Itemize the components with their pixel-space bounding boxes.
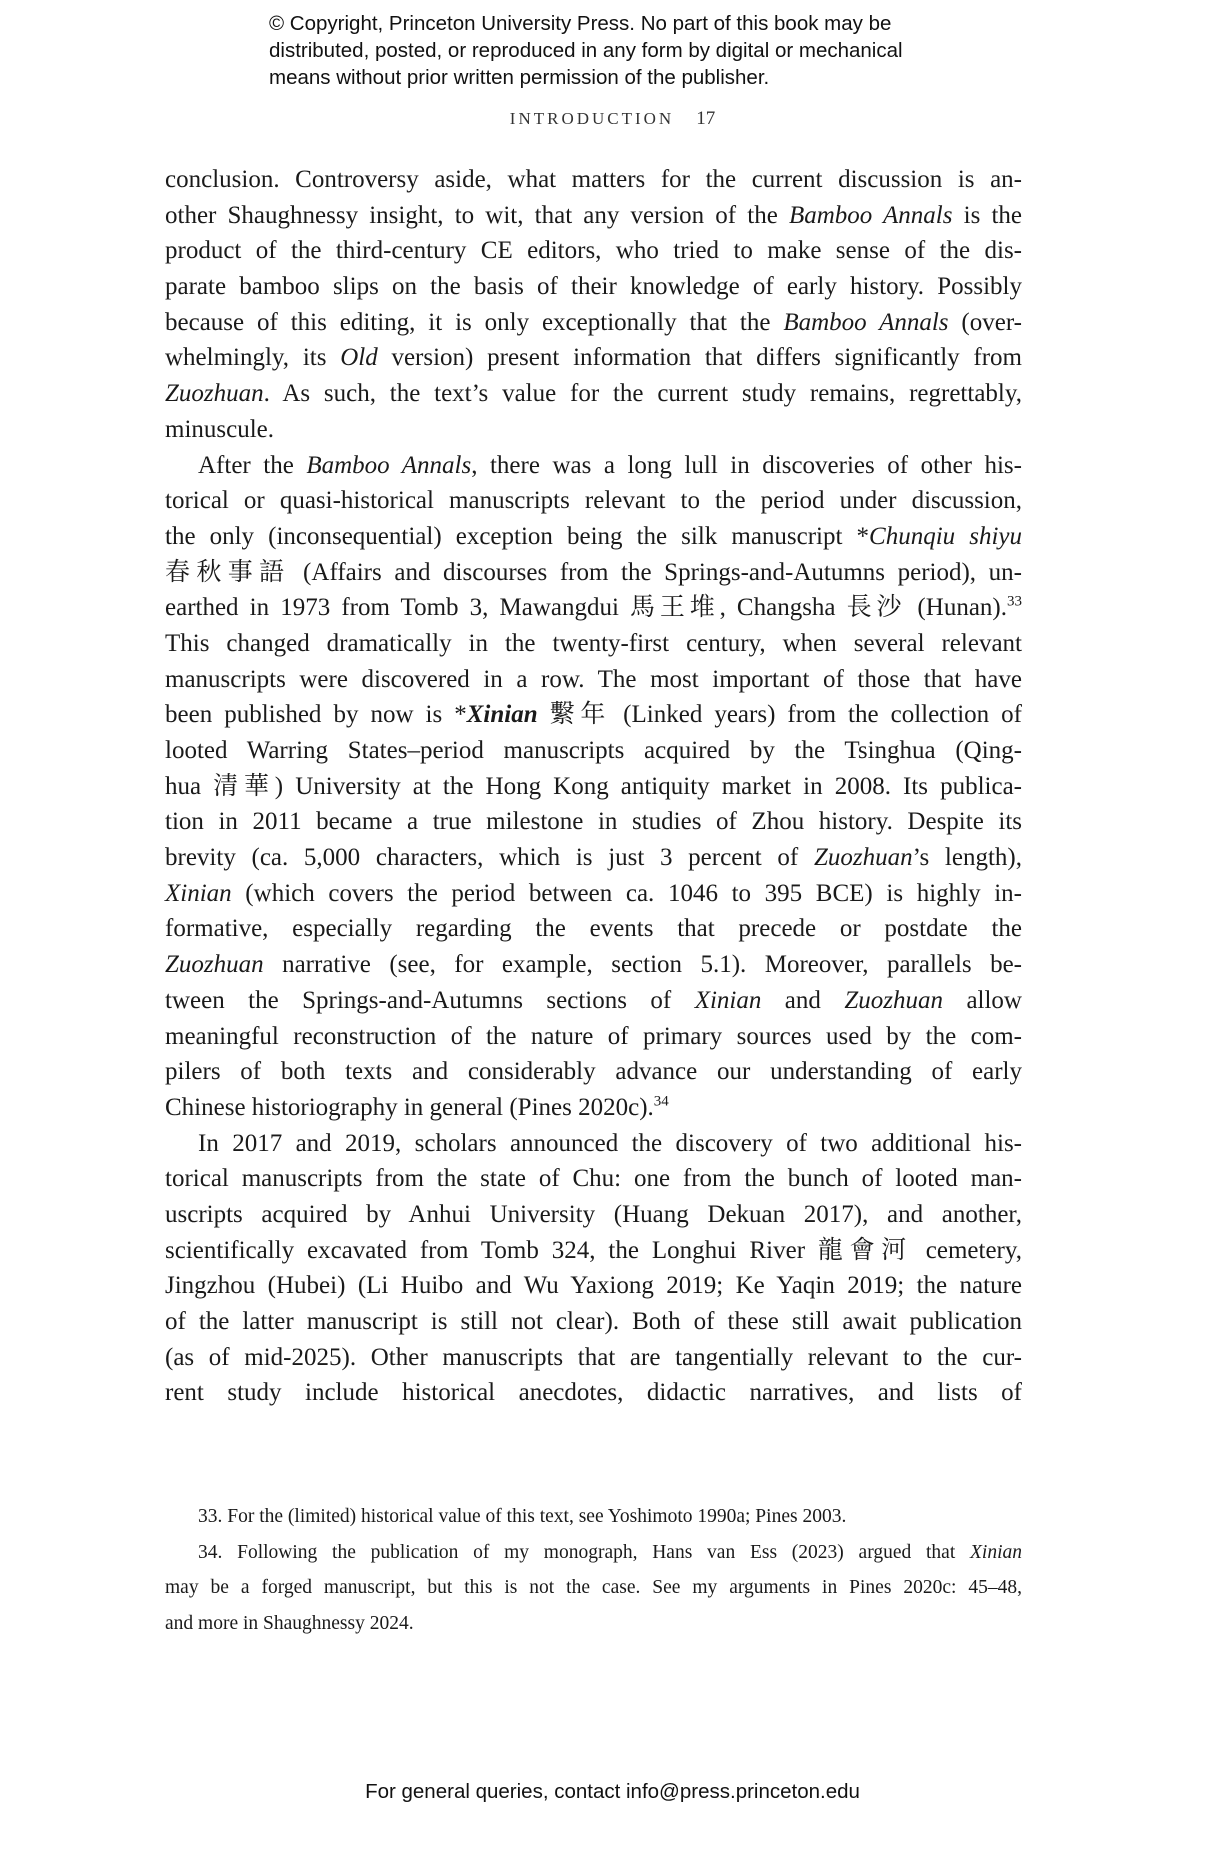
text-run: version) present information that differs significantly from: [377, 344, 1022, 372]
italic-text: Old: [340, 344, 378, 372]
text-line: [165, 1340, 1022, 1376]
footer-contact: For general queries, contact info@press.princeton.edu: [365, 1780, 860, 1803]
text-run: pilers of both texts and considerably advance our understanding of early: [165, 1058, 1022, 1086]
text-run: torical or quasi-historical manuscripts relevant to the period under discussion,: [165, 487, 1022, 515]
footnote-line: [165, 1607, 1022, 1643]
text-run: product of the third-century CE editors, who tried to make sense of the dis-: [165, 237, 1022, 265]
text-run: (over-: [948, 308, 1023, 336]
text-run: earthed in 1973 from Tomb 3, Mawangdui 馬王堆, Changsha 長沙 (Hunan).: [165, 594, 1007, 622]
text-run: other Shaughnessy insight, to wit, that any version of the: [165, 201, 789, 229]
text-run: 34. Following the publication of my monograph, Hans van Ess (2023) argued that: [198, 1541, 970, 1563]
text-line: [165, 448, 1022, 484]
text-run: minuscule.: [165, 415, 275, 443]
text-line: [165, 1126, 1022, 1162]
italic-text: Zuozhuan: [813, 844, 913, 872]
text-run: meaningful reconstruction of the nature of primary sources used by the com-: [165, 1022, 1022, 1050]
text-run: brevity (ca. 5,000 characters, which is just 3 percent of: [165, 844, 814, 872]
text-run: been published by now is *: [165, 701, 467, 729]
text-run: of the latter manuscript is still not clear). Both of these still await publication: [165, 1308, 1022, 1335]
text-line: [165, 876, 1022, 912]
text-line: [165, 198, 1022, 234]
text-run: may be a forged manuscript, but this is not the case. See my arguments in Pines 2020c: 45–48,: [165, 1577, 1022, 1599]
text-line: [165, 1054, 1022, 1090]
page-number: 17: [696, 108, 716, 129]
text-run: looted Warring States–period manuscripts acquired by the Tsinghua (Qing-: [165, 737, 1022, 764]
text-run: uscripts acquired by Anhui University (Huang Dekuan 2017), and another,: [165, 1200, 1022, 1228]
text-line: [165, 1268, 1022, 1304]
text-run: This changed dramatically in the twenty-first century, when several relevant: [165, 629, 1022, 657]
footnote-ref: 34: [653, 1093, 669, 1110]
text-line: [165, 1090, 1022, 1126]
text-line: [165, 412, 1022, 448]
text-line: [165, 305, 1022, 341]
footnote-line: [165, 1500, 1022, 1536]
text-line: [165, 697, 1022, 733]
footnote-ref: 33: [1007, 593, 1022, 610]
italic-text: Bamboo Annals: [306, 451, 472, 479]
copyright-notice: [269, 10, 903, 91]
text-line: [165, 1233, 1022, 1269]
text-line: [165, 626, 1022, 662]
text-line: [165, 1197, 1022, 1233]
text-line: [165, 162, 1022, 198]
text-line: [165, 1375, 1022, 1411]
text-run: narrative (see, for example, section 5.1). Moreover, parallels be-: [263, 951, 1022, 979]
text-line: [165, 1019, 1022, 1055]
text-run: Jingzhou (Hubei) (Li Huibo and Wu Yaxiong 2019; Ke Yaqin 2019; the nature: [165, 1272, 1022, 1300]
text-line: [165, 983, 1022, 1019]
body-text: [165, 162, 1022, 1411]
footnotes: [165, 1500, 1022, 1643]
text-line: [165, 269, 1022, 305]
text-line: [165, 519, 1022, 555]
text-run: Chinese historiography in general (Pines 2020c).: [165, 1093, 654, 1121]
italic-text: Xinian: [466, 701, 538, 729]
italic-text: Xinian: [970, 1541, 1022, 1563]
text-run: 繫年 (Linked years) from the collection of: [537, 701, 1023, 729]
text-line: [165, 376, 1022, 412]
copyright-line: © Copyright, Princeton University Press. No part of this book may be: [269, 12, 892, 35]
running-head: [0, 108, 1225, 130]
text-run: . As such, the text’s value for the current study remains, regrettably,: [263, 380, 1022, 408]
text-run: tion in 2011 became a true milestone in studies of Zhou history. Despite its: [165, 808, 1022, 836]
footnote-line: [165, 1571, 1022, 1607]
italic-text: Zuozhuan: [165, 380, 264, 408]
text-run: is the: [952, 201, 1022, 229]
text-run: whelmingly, its: [165, 344, 341, 372]
text-run: hua 清華) University at the Hong Kong antiquity market in 2008. Its publica-: [165, 772, 1022, 800]
text-run: manuscripts were discovered in a row. The most important of those that have: [165, 665, 1022, 693]
copyright-line: distributed, posted, or reproduced in any form by digital or mechanical: [269, 39, 903, 62]
text-line: [165, 947, 1022, 983]
text-line: [165, 340, 1022, 376]
italic-text: Zuozhuan: [844, 986, 943, 1014]
text-run: the only (inconsequential) exception being the silk manuscript *: [165, 522, 870, 550]
italic-text: Bamboo Annals: [788, 201, 953, 229]
text-run: 33. For the (limited) historical value of this text, see Yoshimoto 1990a; Pines 2003.: [198, 1506, 847, 1527]
text-run: and: [761, 986, 845, 1014]
text-line: [165, 1304, 1022, 1340]
text-run: allow: [943, 986, 1022, 1014]
text-line: [165, 804, 1022, 840]
text-line: [165, 590, 1022, 626]
text-line: [165, 769, 1022, 805]
text-line: [165, 555, 1022, 591]
text-line: [165, 733, 1022, 769]
text-run: scientifically excavated from Tomb 324, the Longhui River 龍會河 cemetery,: [165, 1236, 1022, 1264]
text-line: [165, 483, 1022, 519]
text-run: rent study include historical anecdotes, didactic narratives, and lists of: [165, 1379, 1022, 1407]
text-run: and more in Shaughnessy 2024.: [165, 1613, 414, 1635]
text-run: (as of mid-2025). Other manuscripts that are tangentially relevant to the cur-: [165, 1343, 1022, 1371]
text-run: 春秋事語 (Affairs and discourses from the Springs-and-Autumns period), un-: [165, 558, 1022, 586]
text-run: conclusion. Controversy aside, what matters for the current discussion is an-: [165, 166, 1022, 193]
italic-text: Bamboo Annals: [783, 308, 949, 336]
text-run: ’s length),: [912, 844, 1022, 872]
text-line: [165, 662, 1022, 698]
footnote-line: [165, 1536, 1022, 1572]
italic-text: Zuozhuan: [165, 951, 264, 979]
italic-text: Xinian: [165, 879, 232, 907]
text-line: [165, 911, 1022, 947]
text-run: because of this editing, it is only exceptionally that the: [165, 308, 784, 336]
text-run: tween the Springs-and-Autumns sections of: [165, 986, 695, 1014]
chapter-title: INTRODUCTION: [509, 109, 675, 128]
text-run: parate bamboo slips on the basis of their knowledge of early history. Possibly: [165, 273, 1022, 301]
text-line: [165, 233, 1022, 269]
text-run: , there was a long lull in discoveries of other his-: [471, 451, 1022, 479]
text-run: (which covers the period between ca. 1046 to 395 BCE) is highly in-: [231, 879, 1022, 907]
italic-text: Chunqiu shiyu: [869, 522, 1022, 550]
text-run: In 2017 and 2019, scholars announced the discovery of two additional his-: [198, 1129, 1022, 1157]
text-line: [165, 840, 1022, 876]
italic-text: Xinian: [694, 986, 762, 1014]
text-line: [165, 1161, 1022, 1197]
text-run: torical manuscripts from the state of Chu: one from the bunch of looted man-: [165, 1165, 1022, 1193]
text-run: After the: [198, 451, 307, 479]
text-run: formative, especially regarding the events that precede or postdate the: [165, 915, 1022, 943]
copyright-line: means without prior written permission of the publisher.: [269, 66, 770, 89]
